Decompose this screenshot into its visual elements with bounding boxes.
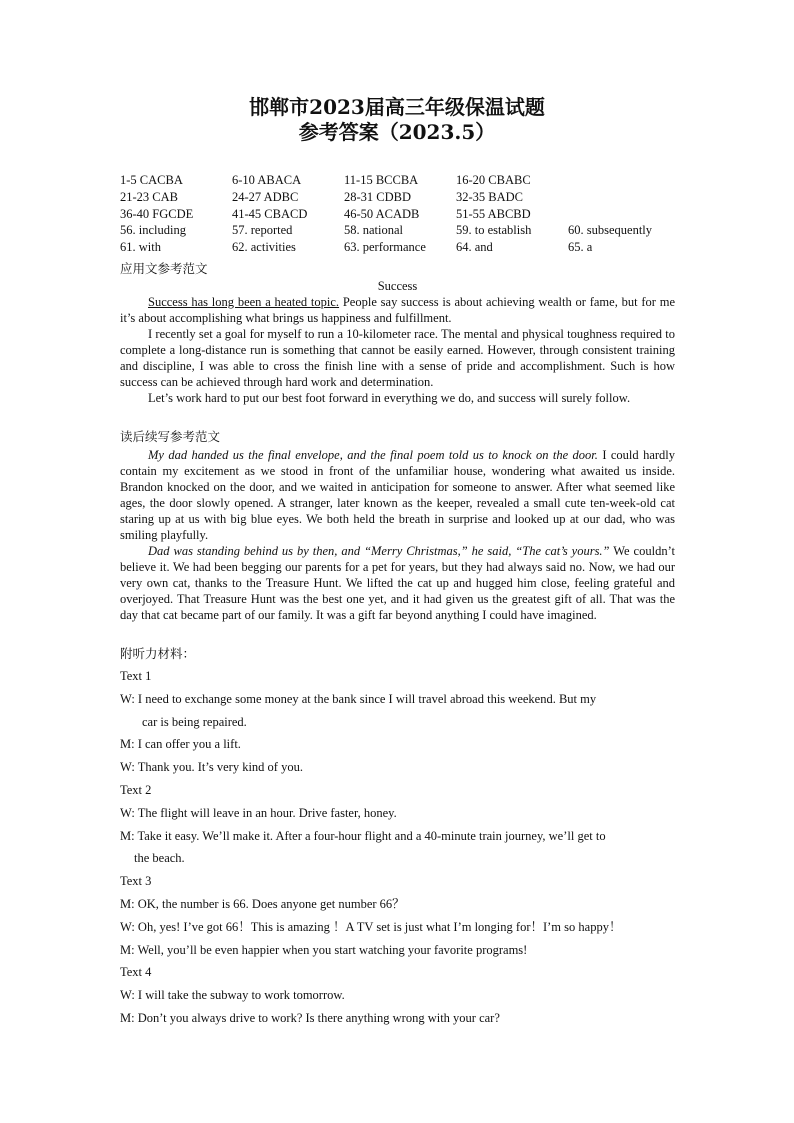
answer-cell <box>568 206 680 223</box>
answer-cell: 11-15 BCCBA <box>344 173 419 187</box>
essay-paragraph <box>120 447 675 543</box>
answer-row <box>120 189 680 206</box>
answer-cell: 56. including <box>120 223 186 238</box>
dialogue-line: M: Don’t you always drive to work? Is there anything wrong with your car? <box>120 1010 500 1025</box>
answer-cell: 16-20 CBABC <box>456 173 531 187</box>
dialogue-line: W: I need to exchange some money at the bank since I will travel abroad this weekend. But my <box>120 691 597 706</box>
dialogue-line: M: OK, the number is 66. Does anyone get number 66？ <box>120 896 405 911</box>
opening-sentence: My dad handed us the final envelope, and the final poem told us to knock on the door. <box>148 448 598 462</box>
essay-paragraph <box>120 294 675 326</box>
underlined-sentence: Success has long been a heated topic. <box>148 295 340 309</box>
section-heading-listening: 附听力材料： <box>120 646 196 661</box>
answer-cell: 46-50 ACADB <box>344 206 420 221</box>
answer-cell: 21-23 CAB <box>120 189 178 204</box>
answer-cell: 51-55 ABCBD <box>456 206 531 221</box>
answer-row <box>120 172 680 189</box>
answer-cell <box>568 189 680 206</box>
dialogue-line: the beach. <box>134 851 185 866</box>
text-label: Text 3 <box>120 874 152 889</box>
dialogue-line: W: The flight will leave in an hour. Drive faster, honey. <box>120 805 397 820</box>
answer-cell: 64. and <box>456 240 493 255</box>
document-title: 邯郸市2023届高三年级保温试题 <box>249 95 545 119</box>
essay-paragraph <box>120 543 675 623</box>
continuation-writing-essay <box>120 447 675 623</box>
answer-key-table <box>120 172 680 256</box>
answer-row <box>120 206 680 223</box>
opening-sentence: Dad was standing behind us by then, and “Merry Christmas,” he said, “The cat’s yours.” <box>148 544 610 558</box>
answer-cell: 41-45 CBACD <box>232 206 308 221</box>
essay-text: We couldn’t believe it. We had been begging our parents for a pet for years, but they had always said no. Now, we had our very own cat, thanks to the Treasure Hunt. We lifted the cat up and hugged him close, feeling grateful and overjoyed. That Treasure Hunt was the best one yet, and it had given us the greatest gift of all. That was the day that cat became part of our family. It was a gift far beyond anything I could have imagined. <box>120 544 675 622</box>
essay-paragraph: Let’s work hard to put our best foot forward in everything we do, and success will surely follow. <box>148 391 631 405</box>
answer-cell: 63. performance <box>344 240 426 255</box>
dialogue-line: M: Well, you’ll be even happier when you start watching your favorite programs! <box>120 942 528 957</box>
essay-paragraph: I recently set a goal for myself to run a 10-kilometer race. The mental and physical toughness required to complete a long-distance run is something that cannot be easily earned. However, through consistent training and discipline, I was able to cross the finish line with a sense of pride and accomplishment. Such is how success can be achieved through hard work and determination. <box>120 327 675 389</box>
answer-cell: 62. activities <box>232 240 296 255</box>
document-subtitle: 参考答案（2023.5） <box>298 120 496 144</box>
essay-text: I could hardly contain my excitement as we stood in front of the unfamiliar house, wondering what awaited us inside. Brandon knocked on the door, and we waited in anticipation for someone to answer. After what seemed like ages, the door slowly opened. A stranger, later known as the keeper, revealed a small cute ten-week-old cat staring up at us with big blue eyes. We both held the breath in surprise and looked up at our dad, who was smiling playfully. <box>120 448 676 542</box>
dialogue-line: M: I can offer you a lift. <box>120 737 241 752</box>
section-heading-continuation-writing: 读后续写参考范文 <box>120 429 221 444</box>
practical-writing-essay <box>120 294 675 406</box>
answer-row <box>120 222 680 239</box>
answer-cell: 61. with <box>120 240 161 255</box>
dialogue-line: W: I will take the subway to work tomorrow. <box>120 988 345 1003</box>
answer-cell: 1-5 CACBA <box>120 173 183 187</box>
answer-cell: 24-27 ADBC <box>232 189 299 204</box>
answer-cell: 32-35 BADC <box>456 189 524 204</box>
listening-transcript <box>120 665 680 1030</box>
dialogue-line: M: Take it easy. We’ll make it. After a four-hour flight and a 40-minute train journey, we’ll get to <box>120 828 606 843</box>
essay-text: People say success is about achieving wealth or fame, but for me it’s about accomplishing what brings us happiness and fulfillment. <box>120 295 676 325</box>
dialogue-line: car is being repaired. <box>142 714 247 729</box>
answer-row <box>120 239 680 256</box>
dialogue-line: W: Oh, yes! I’ve got 66！This is amazing ！A TV set is just what I’m longing for！I’m so happy！ <box>120 919 622 934</box>
essay-title: Success <box>377 279 418 293</box>
answer-cell: 6-10 ABACA <box>232 173 302 187</box>
answer-cell: 58. national <box>344 223 404 238</box>
answer-cell: 59. to establish <box>456 223 532 238</box>
dialogue-line: W: Thank you. It’s very kind of you. <box>120 760 303 775</box>
answer-cell: 65. a <box>568 240 593 255</box>
text-label: Text 2 <box>120 782 152 797</box>
section-heading-practical-writing: 应用文参考范文 <box>120 261 208 276</box>
answer-cell: 36-40 FGCDE <box>120 206 194 221</box>
answer-cell: 57. reported <box>232 223 293 238</box>
text-label: Text 4 <box>120 965 152 980</box>
answer-cell: 60. subsequently <box>568 223 653 238</box>
text-label: Text 1 <box>120 669 152 683</box>
answer-cell: 28-31 CDBD <box>344 189 412 204</box>
answer-cell <box>568 172 680 189</box>
